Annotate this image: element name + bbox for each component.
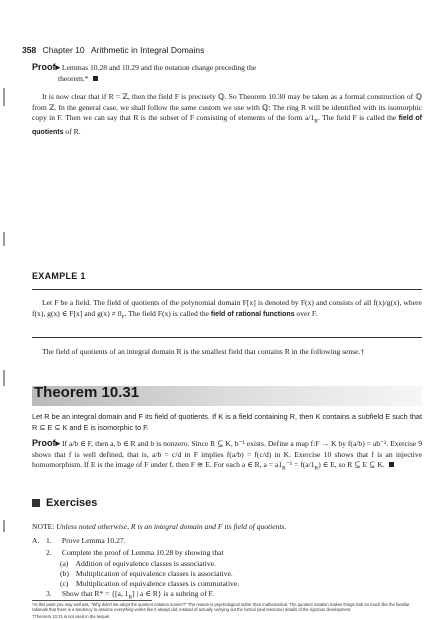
exercises-title: Exercises <box>46 497 98 509</box>
proof-text: ) ∈ E, so R ⊆ E ⊆ K. <box>318 460 385 470</box>
exercise-subitem <box>60 559 216 569</box>
exercises-heading <box>32 497 97 509</box>
footnote-1: *At this point you may well ask, "Why didn't we adopt the quotient notation sooner?" The reason is psychological rather than mathematical. The quotient notation makes things look so much like the familiar rationals that there is a tendency to assume everything works like it always did, instead of actually carrying out the formal (and tiresome) details of the rigorous development. <box>32 602 410 612</box>
paragraph-field-of-quotients <box>32 92 422 139</box>
example-bottom-rule <box>32 337 422 338</box>
term-bold: field of quotients <box>32 115 422 137</box>
example-body <box>32 298 422 323</box>
example-title: EXAMPLE 1 <box>32 271 86 281</box>
paragraph-text: . The field F is called the <box>317 113 399 123</box>
proof-theorem-block <box>32 438 422 474</box>
paragraph-text: of R. <box>63 127 81 137</box>
running-header <box>22 45 422 55</box>
theorem-title: Theorem 10.31 <box>34 384 140 401</box>
exercise-item <box>46 589 214 603</box>
subscript: R <box>128 594 133 601</box>
subscript: R <box>282 465 286 472</box>
exercise-text: Complete the proof of Lemma 10.28 by showing that <box>61 548 224 557</box>
margin-mark <box>3 520 5 532</box>
exercise-number: 2. <box>46 548 52 557</box>
exercise-subitem <box>60 579 239 589</box>
margin-mark <box>3 370 5 386</box>
subscript: F <box>121 314 125 321</box>
exercise-subitem-label: (b) <box>60 569 69 578</box>
qed-icon <box>389 462 394 467</box>
exercise-number: 3. <box>46 589 52 598</box>
theorem-statement: Let R be an integral domain and F its field of quotients. If K is a field containing R, then K contains a subfield E such that R ⊆ E ⊆ K and E is isomorphic to F. <box>32 412 422 432</box>
exercise-subitem-label: (c) <box>60 579 69 588</box>
exercise-subitem-label: (a) <box>60 559 69 568</box>
proof-text: ⁻¹ = f(a/1 <box>285 460 315 470</box>
proof-text: If a/b ∈ F, then a, b ∈ R and b is nonzero. Since R ⊆ K, b⁻¹ exists. Define a map f:F → K by f(a/b) = ab⁻¹. Exercise 9 shows that f is well defined, that is, a/b = c/d in F implies f(a/b) = f(c/d) in K. Exercise 10 shows that f is an injective homomorphism. If E is the image of F under f, then F ≅ E. For each a ∈ R, a = a1 <box>32 439 422 470</box>
chapter-title: Arithmetic in Integral Domains <box>91 45 205 55</box>
exercise-text: Multiplication of equivalence classes is commutative. <box>75 579 240 588</box>
proof-label: Proof▸ <box>32 62 61 72</box>
example-text: over F. <box>294 308 318 318</box>
margin-mark <box>3 232 5 246</box>
exercise-text: Addition of equivalence classes is associative. <box>75 559 216 568</box>
paragraph-text: It is now clear that if R = ℤ, then the field F is precisely ℚ. So Theorem 10.30 may be taken as a formal construction of ℚ from ℤ. In the general case, we shall follow the same custom we use with ℚ: The ring R will be identified with its isomorphic copy in F. Then we can say that R is the subset of F consisting of elements of the form a/1 <box>32 92 422 123</box>
margin-mark <box>3 88 5 106</box>
example-top-rule <box>32 289 422 290</box>
footnote-2: †Theorem 10.31 is not used in the sequel. <box>32 614 111 619</box>
exercise-number: 1. <box>46 536 52 545</box>
example-text: Let F be a field. The field of quotients of the polynomial domain F[x] is denoted by F(x) and consists of all f(x)/g(x), where f(x), g(x) ∈ F[x] and g(x) ≠ 0 <box>32 298 422 318</box>
exercise-section-label: A. <box>32 536 40 545</box>
proof-text-line2: theorem.* <box>58 73 89 83</box>
proof-lemma-block <box>32 62 422 84</box>
exercise-subitem <box>60 569 233 579</box>
proof-label: Proof▸ <box>32 438 61 448</box>
example-text: . The field F(x) is called the <box>124 308 211 318</box>
exercise-text: Prove Lemma 10.27. <box>61 536 126 545</box>
paragraph-smallest-field: The field of quotients of an integral domain R is the smallest field that contains R in the following sense.† <box>42 347 365 356</box>
exercise-text: ] | a ∈ R} is a subring of F. <box>132 589 215 598</box>
subscript: R <box>314 465 319 472</box>
exercise-text: Multiplication of equivalence classes is associative. <box>75 569 233 578</box>
exercise-text: Show that R* = {[a, 1 <box>61 589 129 598</box>
exercises-note <box>32 522 422 533</box>
note-label: NOTE: <box>32 522 55 531</box>
chapter-label: Chapter 10 <box>42 45 85 55</box>
qed-icon <box>93 76 98 81</box>
proof-text-line1: Lemmas 10.28 and 10.29 and the notation change preceding the <box>61 63 257 72</box>
subscript: R <box>314 118 318 125</box>
exercise-item <box>46 536 126 546</box>
page-number: 358 <box>22 45 37 55</box>
note-text: Unless noted otherwise, R is an integral domain and F its field of quotients. <box>54 522 287 531</box>
square-bullet-icon <box>32 499 40 507</box>
term-bold: field of rational functions <box>210 310 295 318</box>
exercise-item <box>46 548 224 558</box>
